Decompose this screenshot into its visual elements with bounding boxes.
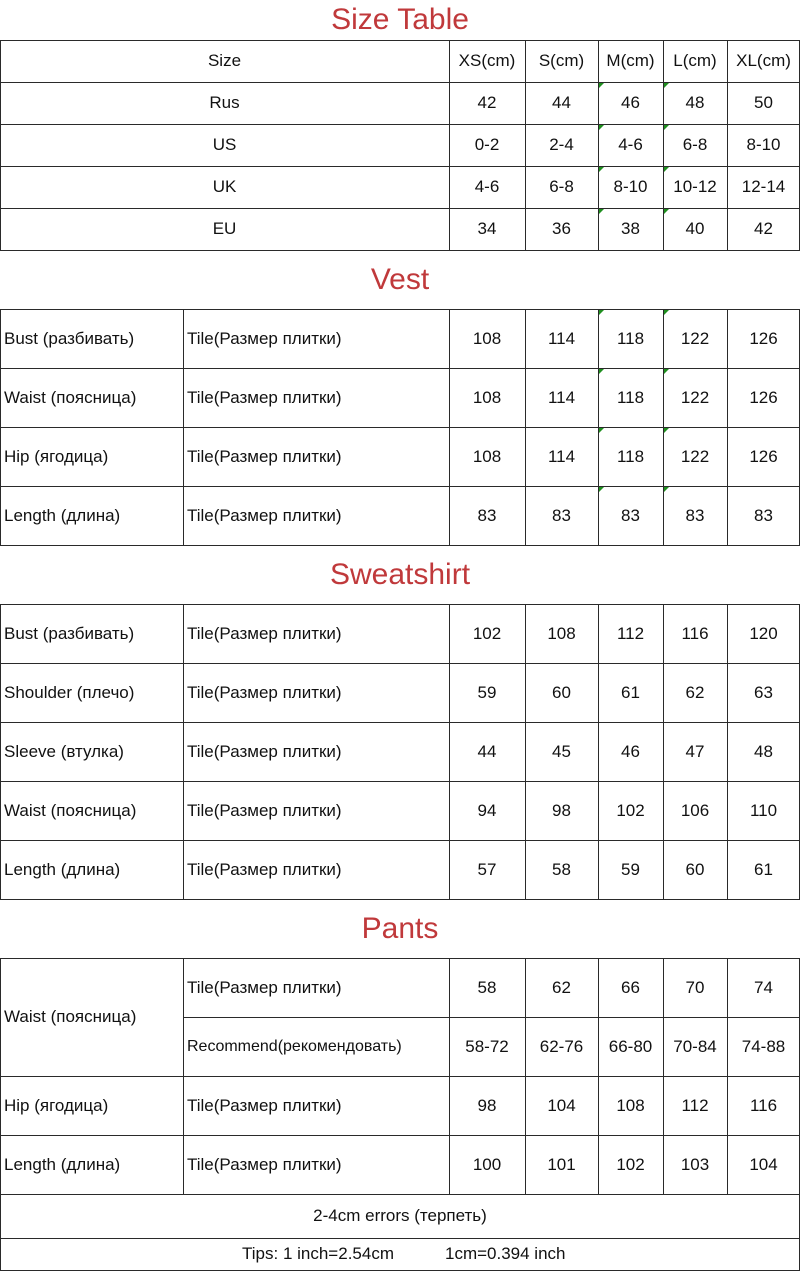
measurement-value: 114 <box>547 387 576 407</box>
sweatshirt-title: Sweatshirt <box>329 557 471 591</box>
size-value: 34 <box>477 219 497 238</box>
measurement-label: Length (длина) <box>4 505 121 525</box>
size-value: 4-6 <box>618 135 643 154</box>
measurement-type: Tile(Размер плитки) <box>187 800 342 820</box>
size-value: 42 <box>477 93 497 112</box>
measurement-value: 83 <box>621 505 640 525</box>
measurement-value: 104 <box>547 1095 576 1115</box>
measurement-value: 46 <box>621 741 640 761</box>
measurement-value: 112 <box>681 1095 709 1115</box>
marker-triangle <box>599 209 604 214</box>
measurement-value: 59 <box>477 682 497 702</box>
marker-triangle <box>599 428 604 433</box>
measurement-value: 60 <box>685 859 705 879</box>
measurement-value: 104 <box>749 1154 778 1174</box>
measurement-value: 108 <box>472 328 502 348</box>
measurement-label: Length (длина) <box>4 1154 121 1174</box>
measurement-value: 83 <box>685 505 705 525</box>
size-value: 48 <box>685 93 705 112</box>
measurement-value: 83 <box>754 505 773 525</box>
measurement-value: 114 <box>547 328 576 348</box>
measurement-value: 63 <box>754 682 773 702</box>
measurement-label: Shoulder (плечо) <box>4 682 135 702</box>
measurement-type: Tile(Размер плитки) <box>187 387 342 407</box>
measurement-value: 126 <box>749 446 778 466</box>
size-value: 12-14 <box>741 177 786 196</box>
measurement-label: Bust (разбивать) <box>4 328 135 348</box>
size-value: 10-12 <box>673 177 717 196</box>
measurement-value: 70-84 <box>673 1036 717 1056</box>
marker-triangle <box>664 369 669 374</box>
marker-triangle <box>599 369 604 374</box>
size-value: 38 <box>621 219 640 238</box>
measurement-value: 57 <box>477 859 497 879</box>
measurement-value: 48 <box>754 741 773 761</box>
measurement-label: Hip (ягодица) <box>4 1095 109 1115</box>
measurement-value: 118 <box>616 387 645 407</box>
marker-triangle <box>599 83 604 88</box>
measurement-value: 102 <box>472 623 502 643</box>
measurement-value: 102 <box>616 1154 645 1174</box>
size-value: 50 <box>754 93 773 112</box>
measurement-value: 58-72 <box>465 1036 509 1056</box>
measurement-value: 122 <box>680 446 710 466</box>
measurement-label: Waist (поясница) <box>4 1007 137 1026</box>
marker-triangle <box>664 209 669 214</box>
measurement-value: 108 <box>472 387 502 407</box>
marker-triangle <box>664 310 669 315</box>
measurement-value: 122 <box>680 328 710 348</box>
measurement-type: Tile(Размер плитки) <box>187 446 342 466</box>
measurement-value: 62-76 <box>539 1036 584 1056</box>
measurement-value: 45 <box>552 741 571 761</box>
measurement-value: 98 <box>477 1095 497 1115</box>
header-size-col: L(cm) <box>673 51 717 70</box>
measurement-type: Tile(Размер плитки) <box>187 1095 342 1115</box>
measurement-value: 102 <box>616 800 645 820</box>
measurement-value: 98 <box>552 800 571 820</box>
measurement-label: Bust (разбивать) <box>4 623 135 643</box>
measurement-type: Tile(Размер плитки) <box>187 977 342 997</box>
size-system-label: Rus <box>209 93 240 112</box>
marker-triangle <box>664 487 669 492</box>
header-size: Size <box>207 51 242 70</box>
measurement-value: 60 <box>552 682 571 702</box>
size-value: 46 <box>621 93 640 112</box>
marker-triangle <box>599 125 604 130</box>
measurement-value: 66-80 <box>608 1036 653 1056</box>
measurement-type: Tile(Размер плитки) <box>187 505 342 525</box>
measurement-value: 100 <box>472 1154 502 1174</box>
measurement-label: Waist (поясница) <box>4 387 137 407</box>
measurement-value: 122 <box>680 387 710 407</box>
measurement-value: 108 <box>616 1095 645 1115</box>
measurement-value: 58 <box>477 977 497 997</box>
marker-triangle <box>599 167 604 172</box>
size-value: 8-10 <box>613 177 648 196</box>
measurement-value: 62 <box>685 682 705 702</box>
size-table-title: Size Table <box>331 3 469 36</box>
measurement-type: Tile(Размер плитки) <box>187 1154 342 1174</box>
measurement-type: Tile(Размер плитки) <box>187 682 342 702</box>
header-size-col: M(cm) <box>606 51 655 70</box>
size-value: 6-8 <box>682 135 708 154</box>
measurement-type: Tile(Размер плитки) <box>187 328 342 348</box>
size-value: 4-6 <box>474 177 500 196</box>
tips-cm: 1cm=0.394 inch <box>445 1244 566 1263</box>
measurement-type: Tile(Размер плитки) <box>187 623 342 643</box>
measurement-value: 61 <box>754 859 773 879</box>
size-value: 0-2 <box>474 135 500 154</box>
size-value: 36 <box>552 219 571 238</box>
size-system-label: US <box>212 135 237 154</box>
size-value: 44 <box>552 93 571 112</box>
size-value: 6-8 <box>549 177 574 196</box>
size-value: 42 <box>754 219 773 238</box>
measurement-type: Recommend(рекомендовать) <box>187 1037 402 1055</box>
measurement-value: 83 <box>552 505 571 525</box>
measurement-value: 103 <box>680 1154 710 1174</box>
tips-inch: Tips: 1 inch=2.54cm <box>242 1244 394 1263</box>
measurement-label: Waist (поясница) <box>4 800 137 820</box>
measurement-type: Tile(Размер плитки) <box>187 859 342 879</box>
measurement-value: 47 <box>685 741 705 761</box>
measurement-value: 58 <box>552 859 571 879</box>
measurement-value: 106 <box>680 800 710 820</box>
measurement-value: 62 <box>552 977 571 997</box>
measurement-value: 112 <box>616 623 645 643</box>
measurement-value: 108 <box>547 623 576 643</box>
measurement-value: 108 <box>472 446 502 466</box>
size-value: 2-4 <box>549 135 574 154</box>
marker-triangle <box>599 487 604 492</box>
measurement-label: Hip (ягодица) <box>4 446 109 466</box>
measurement-value: 126 <box>749 328 778 348</box>
measurement-value: 74-88 <box>741 1036 786 1056</box>
measurement-value: 74 <box>754 977 773 997</box>
measurement-value: 116 <box>749 1095 778 1115</box>
size-system-label: EU <box>212 219 237 238</box>
marker-triangle <box>599 310 604 315</box>
measurement-value: 83 <box>477 505 497 525</box>
measurement-value: 59 <box>621 859 640 879</box>
size-value: 40 <box>685 219 705 238</box>
pants-title: Pants <box>361 911 439 945</box>
measurement-value: 70 <box>685 977 705 997</box>
measurement-label: Length (длина) <box>4 859 121 879</box>
header-size-col: XL(cm) <box>736 51 791 70</box>
measurement-type: Tile(Размер плитки) <box>187 741 342 761</box>
measurement-value: 44 <box>477 741 497 761</box>
marker-triangle <box>664 83 669 88</box>
measurement-value: 120 <box>749 623 778 643</box>
measurement-value: 114 <box>547 446 576 466</box>
measurement-value: 110 <box>749 800 778 820</box>
size-system-label: UK <box>212 177 237 196</box>
vest-title: Vest <box>370 262 430 296</box>
marker-triangle <box>664 428 669 433</box>
measurement-value: 126 <box>749 387 778 407</box>
measurement-value: 116 <box>681 623 709 643</box>
measurement-value: 118 <box>616 446 645 466</box>
measurement-value: 66 <box>621 977 640 997</box>
measurement-value: 61 <box>621 682 640 702</box>
measurement-value: 118 <box>616 328 645 348</box>
marker-triangle <box>664 167 669 172</box>
measurement-value: 94 <box>477 800 497 820</box>
errors-note: 2-4cm errors (терпеть) <box>313 1206 487 1225</box>
marker-triangle <box>664 125 669 130</box>
measurement-value: 101 <box>547 1154 576 1174</box>
measurement-label: Sleeve (втулка) <box>4 741 124 761</box>
size-value: 8-10 <box>746 135 781 154</box>
header-size-col: XS(cm) <box>458 51 516 70</box>
header-size-col: S(cm) <box>538 51 585 70</box>
